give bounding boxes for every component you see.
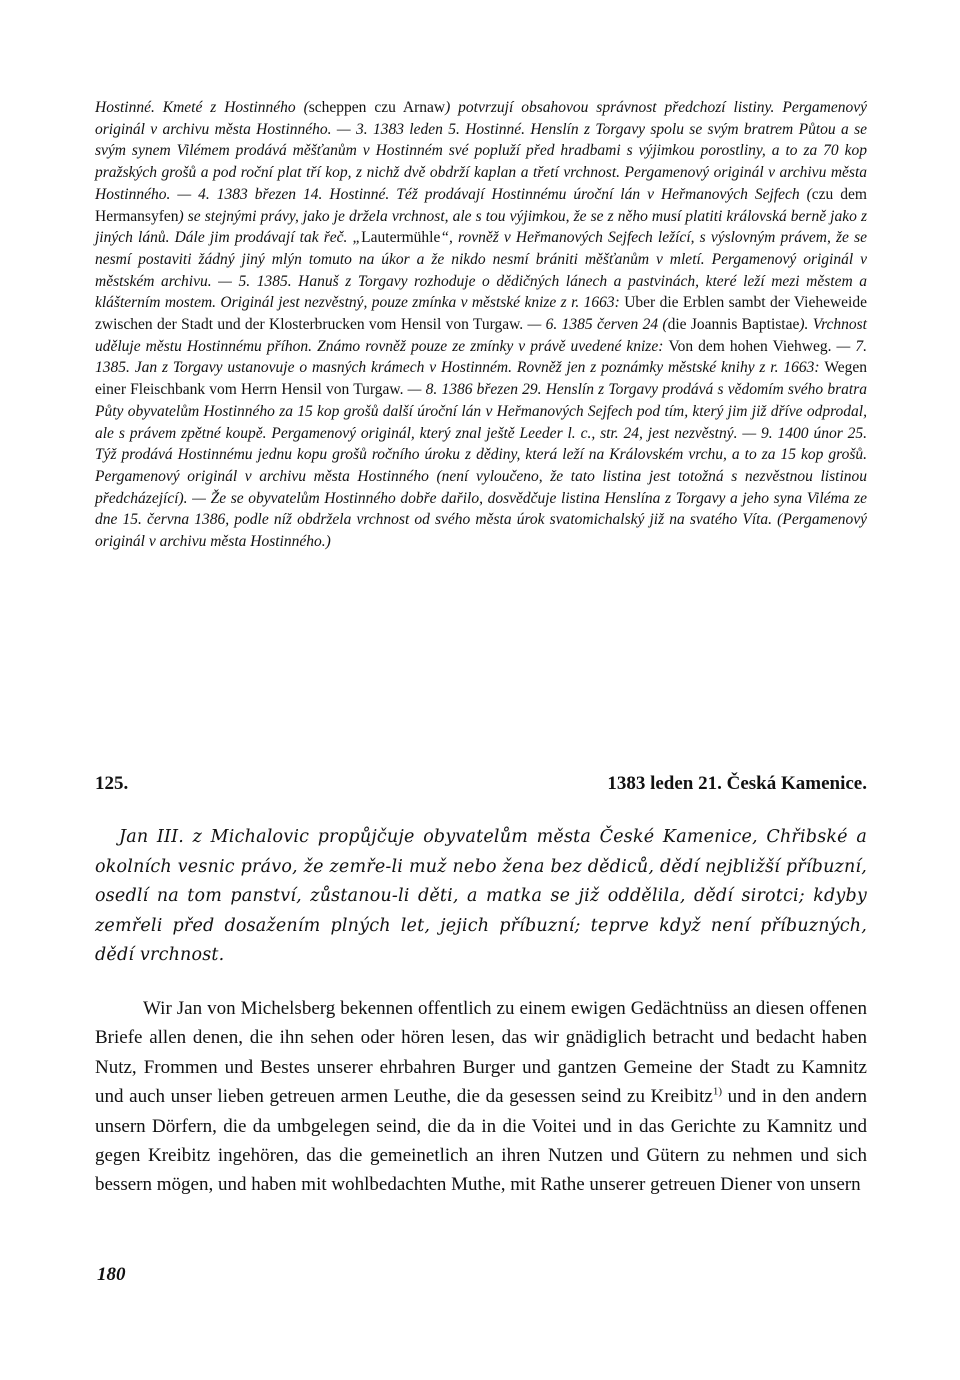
charter-text-part-2: und in den andern unsern Dörfern, die da umbgelegen seind, die da in die Voitei und in das Gerichte zu Kamnitz und gegen Kreibitz ingehören, das die gemeinetlich an ihren Nutzen und Gütern zu nehmen und sich bessern mögen, und haben mit wohlbedachten Muthe, mit Rathe unserer getreuen Diener von unsern: [95, 1086, 867, 1196]
charter-text: [95, 994, 867, 1200]
regest-german-3: Lautermühle: [361, 229, 441, 247]
charter-text-part-1: Wir Jan von Michelsberg bekennen offentlich zu einem ewigen Gedächtnüss an diesen offenen Briefe allen denen, die ihn sehen oder hören lesen, das wir gnädiglich betracht und bedacht haben Nutz, Frommen und Bestes unserer ehrbahren Burger und gantzen Gemeine der Stadt zu Kamnitz und auch unser lieben getreuen armen Leuthe, die da gesessen seind zu Kreibitz: [95, 998, 867, 1108]
regest-german-1: scheppen czu Arnaw: [308, 99, 446, 116]
regest-block: [95, 97, 867, 553]
page-number: 180: [97, 1264, 126, 1285]
regest-german-5: die Joannis Baptistae: [667, 316, 800, 334]
regest-text-7: — 7. 1385. Jan z Torgavy ustanovuje o masných krámech v Hostinném. Rovněž jen z poznámky městské knihy z r. 1663:: [95, 337, 867, 377]
regest-text-2: ) potvrzují obsahovou správnost předchozí listiny. Pergamenový originál v archivu města Hostinného. — 3. 1383 leden 5. Hostinné. Henslín z Torgavy spolu se svým bratrem Půtou a se svým synem Vilémem prodává měšťanům v Hostinném své popluží před hradbami s výjimkou porostliny, a to za 70 kop pražských grošů a pod roční plat tří kop, z nichž dvě obdrží kaplan a třetí vrchnost. Pergamenový originál v archivu města Hostinného. — 4. 1383 březen 14. Hostinné. Též prodávají Hostinnému úroční lán v Heřmanových Sejfech (: [95, 99, 867, 203]
regest-german-4: Uber die Erblen sambt der Vieheweide zwischen der Stadt und der Klosterbrucken vom Hensil von Turgaw.: [95, 294, 867, 334]
regest-text-3: ) se stejnými právy, jako je držela vrchnost, ale s tou výjimkou, že se z něho musí platiti královská berně jako z jiných lánů. Dále jim prodávají tak řeč. „: [95, 207, 867, 247]
entry-date-place: 1383 leden 21. Česká Kamenice.: [607, 773, 867, 794]
regest-text-6: ). Vrchnost uděluje městu Hostinnému příhon. Známo rovněž pouze ze zmínky v právě uvedené knize:: [95, 316, 867, 355]
regest-text-1: Hostinné. Kmeté z Hostinného (: [95, 99, 309, 116]
regest-text-8: — 8. 1386 březen 29. Henslín z Torgavy prodává s vědomím svého bratra Půty obyvatelům Hostinného za 15 kop grošů další úroční lán v Heřmanových Sejfech pod tím, který jim již dříve odprodal, ale s právem zpětné koupě. Pergamenový originál, který znal ještě Leeder l. c., str. 24, jest nezvěstný. — 9. 1400 únor 25. Týž prodává Hostinnému jednu kopu grošů ročního úroku z dědiny, která leží na Královském vrchu, a to za 15 kop grošů. Pergamenový originál v archivu města Hostinného (není vyloučeno, že tato listina jest totožná s nezvěstnou listinou předcházející). — Že se obyvatelům Hostinného dobře dařilo, dosvědčuje listina Henslína z Torgavy a jeho syna Viléma ze dne 15. června 1386, podle níž obdržela vrchnost od svého města úrok svatomichalský již na svatého Víta. (Pergamenový originál v archivu města Hostinného.): [95, 381, 867, 551]
regest-german-2: czu dem Hermansyfen: [95, 185, 867, 225]
regest-text-4: “, rovněž v Heřmanových Sejfech ležící, s výslovným právem, že se nesmí postaviti žádný jiný mlýn tomuto na úkor a že nikdo nesmí brániti měšťanům v mletí. Pergamenový originál v městském archivu. — 5. 1385. Hanuš z Torgavy rozhoduje o dědičných lánech a pastvinách, které leží mezi městem a klášterním mostem. Originál jest nezvěstný, pouze zmínka v městské knize z r. 1663:: [95, 229, 867, 312]
regest-text-5: — 6. 1385 červen 24 (: [523, 316, 668, 334]
entry-heading: [95, 773, 867, 795]
footnote-marker: 1): [712, 1085, 723, 1098]
regest-german-7: Wegen einer Fleischbank vom Herrn Hensil von Turgaw.: [95, 359, 867, 399]
entry-number: 125.: [95, 773, 129, 794]
regest-paragraph: [95, 97, 867, 553]
entry-summary: Jan III. z Michalovic propůjčuje obyvatelům města České Kamenice, Chřibské a okolních vesnic právo, že zemře-li muž nebo žena bez dědiců, dědí nejbližší příbuzní, osedlí na tom panství, zůstanou-li děti, a matka se již oddělila, dědí sirotci; kdyby zemřeli před dosažením plných let, jejich příbuzní; teprve když není příbuzných, dědí vrchnost.: [95, 827, 867, 965]
regest-german-6: Von dem hohen Viehweg.: [668, 337, 832, 355]
